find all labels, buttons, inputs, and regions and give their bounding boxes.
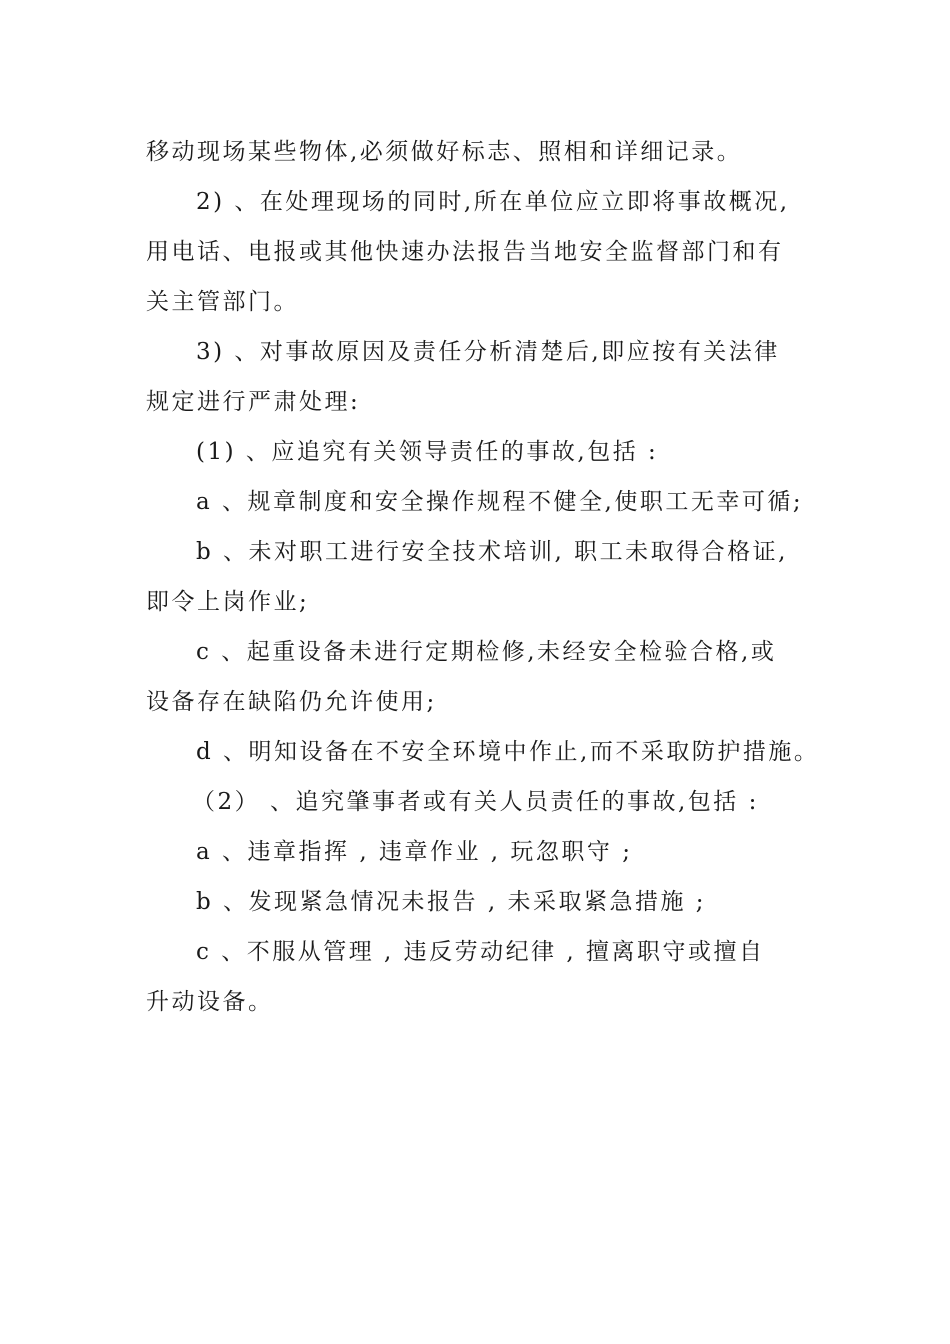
text-line: c 、不服从管理 , 违反劳动纪律 , 擅离职守或擅自 — [196, 939, 765, 965]
text-line: a 、规章制度和安全操作规程不健全,使职工无幸可循; — [196, 489, 804, 515]
text-line: 移动现场某些物体,必须做好标志、照相和详细记录。 — [146, 139, 743, 165]
text-line: 升动设备。 — [146, 989, 274, 1015]
text-line: b 、未对职工进行安全技术培训, 职工未取得合格证, — [196, 539, 788, 565]
text-line: d 、明知设备在不安全环境中作止,而不采取防护措施。 — [196, 739, 820, 765]
text-line: b 、发现紧急情况未报告 , 未采取紧急措施 ; — [196, 889, 707, 915]
text-line: 用电话、电报或其他快速办法报告当地安全监督部门和有 — [146, 239, 784, 265]
text-line: 规定进行严肃处理: — [146, 389, 361, 415]
text-line: 3) 、对事故原因及责任分析清楚后,即应按有关法律 — [196, 339, 780, 365]
text-line: c 、起重设备未进行定期检修,未经安全检验合格,或 — [196, 639, 777, 665]
text-line: 设备存在缺陷仍允许使用; — [146, 689, 437, 715]
text-line: 关主管部门。 — [146, 289, 299, 315]
text-line: 即令上岗作业; — [146, 589, 310, 615]
text-line: (1) 、应追究有关领导责任的事故,包括 : — [196, 439, 659, 465]
text-line: 2) 、在处理现场的同时,所在单位应立即将事故概况, — [196, 189, 790, 215]
text-line: a 、违章指挥 , 违章作业 , 玩忽职守 ; — [196, 839, 633, 865]
text-line: （2） 、追究肇事者或有关人员责任的事故,包括 : — [192, 789, 759, 815]
